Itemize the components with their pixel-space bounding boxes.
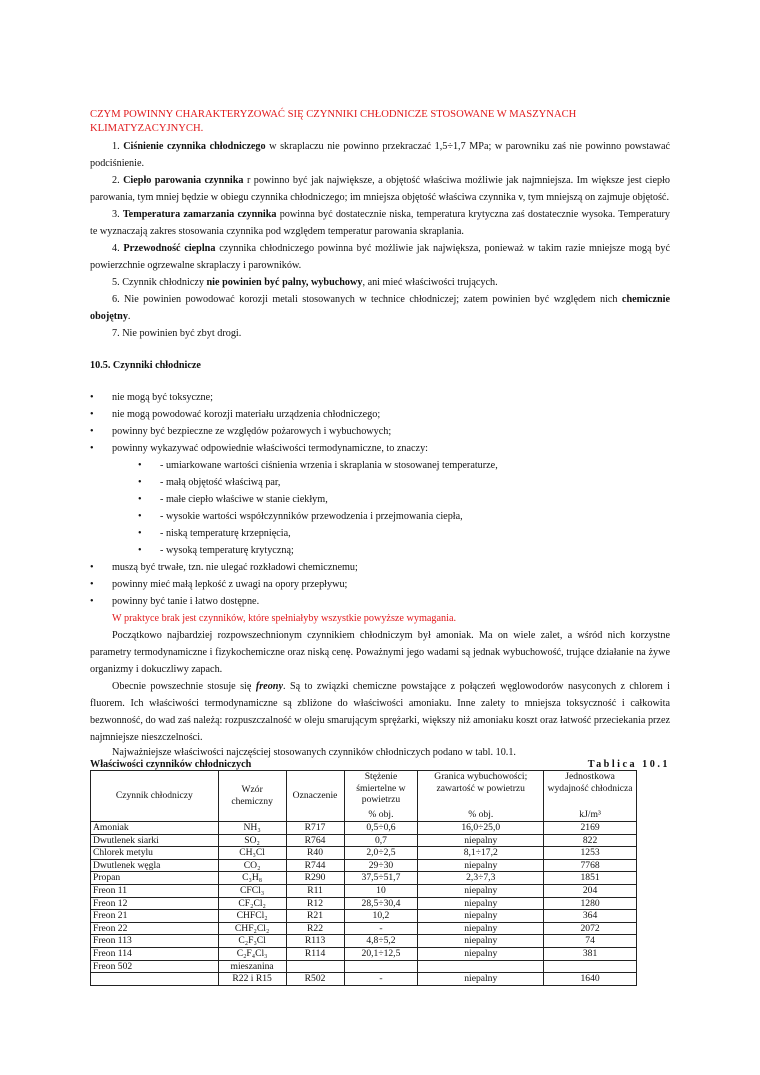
requirement-item: 2. Ciepło parowania czynnika r powinno być jak największe, a objętość właściwa możliwie jak najmniejsza. Im większe jest ciepło parowania, tym mniej będzie w obiegu czynnika chłodniczego; im mniejsza objętość właściwa czynnika v, tym mniejszą on zajmuje objętość. xyxy=(90,175,671,203)
cell-designation: R21 xyxy=(286,910,344,923)
table-row xyxy=(91,822,637,835)
cell-designation: R113 xyxy=(286,935,344,948)
col-header-capacity: Jednostkowa wydajność chłodnicza xyxy=(544,771,637,810)
cell-designation: R290 xyxy=(286,872,344,885)
table-body xyxy=(91,822,637,986)
list-item: • nie mogą być toksyczne; xyxy=(90,389,670,406)
sub-list-item: • - małą objętość właściwą par, xyxy=(138,474,670,491)
table-row xyxy=(91,897,637,910)
list-item: • powinny być tanie i łatwo dostępne. xyxy=(90,593,670,610)
cell-formula: CFCl₃ xyxy=(218,884,286,897)
cell-capacity: 1280 xyxy=(544,897,637,910)
cell-explosive: 8,1÷17,2 xyxy=(418,847,544,860)
paragraph-freons: Obecnie powszechnie stosuje się freony. Są to związki chemiczne powstające z połączeń węglowodorów nasyconych z chlorem i fluorem. Ich właściwości termodynamiczne są zbliżone do właściwości amoniaku. Inne zalety to mniejsza toksyczność i całkowita bezwonność, do wad zaś należą: rozpuszczalność w oleju smarującym sprężarki, większy niż amoniaku koszt oraz łatwość przeciekania przez najmniejsze nieszczelności. xyxy=(90,681,670,743)
cell-explosive xyxy=(418,960,544,973)
cell-lethal: 37,5÷51,7 xyxy=(344,872,418,885)
cell-explosive: niepalny xyxy=(418,859,544,872)
requirement-item: 7. Nie powinien być zbyt drogi. xyxy=(112,328,242,339)
red-note: W praktyce brak jest czynników, które spełniałyby wszystkie powyższe wymagania. xyxy=(112,613,457,624)
cell-lethal: 2,0÷2,5 xyxy=(344,847,418,860)
paragraph-ammonia: Początkowo najbardziej rozpowszechnionym czynnikiem chłodniczym był amoniak. Ma on wiele zalet, a wśród nich korzystne parametry termodynamiczne i fizykochemiczne oraz niską cenę. Poważnymi jego wadami są jednak wybuchowość, trujące działanie na żywe organizmy i dokuczliwy zapach. xyxy=(90,630,670,675)
sub-list-item: • - wysoką temperaturę krytyczną; xyxy=(138,542,670,559)
requirement-item: 6. Nie powinien powodować korozji metali stosowanych w technice chłodniczej; zatem powinien być względem nich chemicznie obojętny. xyxy=(90,294,671,322)
cell-formula: C₂F₃Cl xyxy=(218,935,286,948)
cell-capacity: 74 xyxy=(544,935,637,948)
cell-explosive: niepalny xyxy=(418,834,544,847)
cell-refrigerant xyxy=(91,973,219,986)
cell-lethal: 10 xyxy=(344,884,418,897)
list-item: • powinny mieć małą lepkość z uwagi na opory przepływu; xyxy=(90,576,670,593)
cell-formula: C₃H₈ xyxy=(218,872,286,885)
cell-explosive: niepalny xyxy=(418,973,544,986)
col-header-designation: Oznaczenie xyxy=(286,771,344,822)
col-header-refrigerant: Czynnik chłodniczy xyxy=(91,771,219,822)
col-header-lethal: Stężenie śmiertelne w powietrzu xyxy=(344,771,418,810)
cell-designation: R11 xyxy=(286,884,344,897)
bullet-list xyxy=(90,389,670,610)
cell-capacity: 381 xyxy=(544,947,637,960)
cell-lethal: 10,2 xyxy=(344,910,418,923)
cell-explosive: niepalny xyxy=(418,910,544,923)
table-row xyxy=(91,973,637,986)
table-row xyxy=(91,884,637,897)
cell-refrigerant: Chlorek metylu xyxy=(91,847,219,860)
sub-list-item: • - wysokie wartości współczynników przewodzenia i przejmowania ciepła, xyxy=(138,508,670,525)
table-row xyxy=(91,847,637,860)
cell-refrigerant: Freon 11 xyxy=(91,884,219,897)
sub-list-item: • - małe ciepło właściwe w stanie ciekłym, xyxy=(138,491,670,508)
cell-refrigerant: Propan xyxy=(91,872,219,885)
cell-lethal: - xyxy=(344,922,418,935)
unit-lethal: % obj. xyxy=(344,809,418,822)
table-row xyxy=(91,947,637,960)
cell-designation xyxy=(286,960,344,973)
cell-capacity: 364 xyxy=(544,910,637,923)
cell-designation: R744 xyxy=(286,859,344,872)
cell-refrigerant: Freon 113 xyxy=(91,935,219,948)
cell-designation: R764 xyxy=(286,834,344,847)
cell-refrigerant: Freon 114 xyxy=(91,947,219,960)
cell-refrigerant: Amoniak xyxy=(91,822,219,835)
unit-capacity: kJ/m³ xyxy=(544,809,637,822)
cell-explosive: niepalny xyxy=(418,884,544,897)
requirement-item: 4. Przewodność cieplna czynnika chłodniczego powinna być możliwie jak największa, ponieważ w takim razie mniejsze mogą być powierzchnie ogrzewalne skraplaczy i parowników. xyxy=(90,243,671,271)
cell-formula: CHF₂Cl₂ xyxy=(218,922,286,935)
cell-explosive: niepalny xyxy=(418,897,544,910)
paragraph-table-ref: Najważniejsze właściwości najczęściej stosowanych czynników chłodniczych podano w tabl. 10.1. xyxy=(112,747,516,758)
table-caption xyxy=(90,759,670,770)
col-header-explosive: Granica wybuchowości; zawartość w powietrzu xyxy=(418,771,544,810)
table-title: Właściwości czynników chłodniczych xyxy=(90,759,252,770)
list-item: • powinny być bezpieczne ze względów pożarowych i wybuchowych; xyxy=(90,423,670,440)
table-header-row xyxy=(91,771,637,810)
cell-capacity: 7768 xyxy=(544,859,637,872)
cell-lethal: 4,8÷5,2 xyxy=(344,935,418,948)
list-item: • muszą być trwałe, tzn. nie ulegać rozkładowi chemicznemu; xyxy=(90,559,670,576)
cell-capacity: 1640 xyxy=(544,973,637,986)
cell-explosive: niepalny xyxy=(418,935,544,948)
cell-refrigerant: Freon 12 xyxy=(91,897,219,910)
cell-formula: R22 i R15 xyxy=(218,973,286,986)
cell-formula: mieszanina xyxy=(218,960,286,973)
cell-designation: R717 xyxy=(286,822,344,835)
cell-designation: R114 xyxy=(286,947,344,960)
cell-capacity xyxy=(544,960,637,973)
cell-lethal: 29÷30 xyxy=(344,859,418,872)
cell-refrigerant: Dwutlenek węgla xyxy=(91,859,219,872)
cell-capacity: 1851 xyxy=(544,872,637,885)
cell-designation: R40 xyxy=(286,847,344,860)
table-row xyxy=(91,922,637,935)
cell-explosive: niepalny xyxy=(418,922,544,935)
cell-formula: CH₃Cl xyxy=(218,847,286,860)
cell-designation: R12 xyxy=(286,897,344,910)
cell-lethal: 28,5÷30,4 xyxy=(344,897,418,910)
cell-formula: NH₃ xyxy=(218,822,286,835)
cell-lethal: 0,5÷0,6 xyxy=(344,822,418,835)
list-item: • powinny wykazywać odpowiednie właściwości termodynamiczne, to znaczy: • - umiarkowane wartości ciśnienia wrzenia i skraplania w stosowanej temperaturze, • - małą objętość właściwą par, • - małe ciepło właściwe w stanie ciekłym, • - wysokie wartości współczynników przewodzenia i przejmowania ciepła, • - niską temperaturę krzepnięcia, • - wysoką temperaturę krytyczną; xyxy=(90,440,670,559)
requirement-item: 1. Ciśnienie czynnika chłodniczego w skraplaczu nie powinno przekraczać 1,5÷1,7 MPa; w parowniku zaś nie powinno powstawać podciśnienie. xyxy=(90,141,670,169)
cell-capacity: 2072 xyxy=(544,922,637,935)
cell-formula: SO₂ xyxy=(218,834,286,847)
table-row xyxy=(91,872,637,885)
sub-list xyxy=(112,457,670,559)
table-row xyxy=(91,935,637,948)
cell-formula: C₂F₄Cl₃ xyxy=(218,947,286,960)
col-header-formula: Wzór chemiczny xyxy=(218,771,286,822)
cell-lethal: - xyxy=(344,973,418,986)
refrigerants-table xyxy=(90,770,637,986)
table-row xyxy=(91,834,637,847)
sub-list-item: • - umiarkowane wartości ciśnienia wrzenia i skraplania w stosowanej temperaturze, xyxy=(138,457,670,474)
section-title: 10.5. Czynniki chłodnicze xyxy=(90,360,201,371)
cell-lethal xyxy=(344,960,418,973)
cell-refrigerant: Dwutlenek siarki xyxy=(91,834,219,847)
list-item: • nie mogą powodować korozji materiału urządzenia chłodniczego; xyxy=(90,406,670,423)
page-heading: CZYM POWINNY CHARAKTERYZOWAĆ SIĘ CZYNNIKI CHŁODNICZE STOSOWANE W MASZYNACH KLIMATYZACYJNYCH. xyxy=(90,109,577,134)
cell-lethal: 0,7 xyxy=(344,834,418,847)
document-page xyxy=(90,108,670,986)
cell-capacity: 822 xyxy=(544,834,637,847)
cell-explosive: 16,0÷25,0 xyxy=(418,822,544,835)
requirements-list xyxy=(90,138,670,342)
cell-formula: CF₂Cl₂ xyxy=(218,897,286,910)
cell-refrigerant: Freon 22 xyxy=(91,922,219,935)
unit-explosive: % obj. xyxy=(418,809,544,822)
cell-designation: R502 xyxy=(286,973,344,986)
requirement-item: 5. Czynnik chłodniczy nie powinien być palny, wybuchowy, ani mieć właściwości trujących. xyxy=(112,277,498,288)
cell-lethal: 20,1÷12,5 xyxy=(344,947,418,960)
cell-formula: CHFCl₂ xyxy=(218,910,286,923)
table-row xyxy=(91,960,637,973)
cell-refrigerant: Freon 21 xyxy=(91,910,219,923)
cell-explosive: 2,3÷7,3 xyxy=(418,872,544,885)
table-row xyxy=(91,910,637,923)
sub-list-item: • - niską temperaturę krzepnięcia, xyxy=(138,525,670,542)
cell-formula: CO₂ xyxy=(218,859,286,872)
cell-capacity: 204 xyxy=(544,884,637,897)
cell-refrigerant: Freon 502 xyxy=(91,960,219,973)
cell-capacity: 2169 xyxy=(544,822,637,835)
table-label: Tablica 10.1 xyxy=(587,759,670,770)
cell-capacity: 1253 xyxy=(544,847,637,860)
cell-designation: R22 xyxy=(286,922,344,935)
requirement-item: 3. Temperatura zamarzania czynnika powinna być dostatecznie niska, temperatura krytyczna zaś dostatecznie wysoka. Temperatury te wyznaczają zakres stosowania czynnika pod względem temperatur parowania skraplania. xyxy=(90,209,671,237)
cell-explosive: niepalny xyxy=(418,947,544,960)
table-row xyxy=(91,859,637,872)
